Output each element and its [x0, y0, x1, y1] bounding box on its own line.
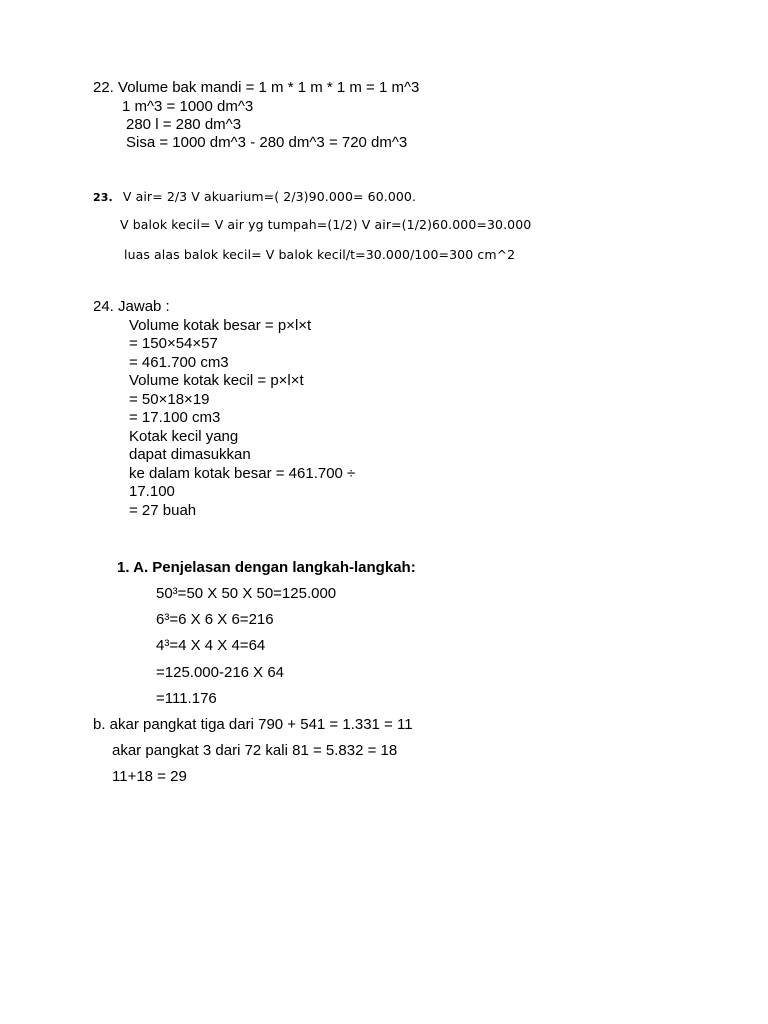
q23-line-1-text: V air= 2/3 V akuarium=( 2/3)90.000= 60.000. — [122, 189, 417, 204]
section1-b-line-1: b. akar pangkat tiga dari 790 + 541 = 1.331 = 11 — [93, 716, 413, 733]
q24-line-5: Volume kotak kecil = p×l×t — [129, 372, 304, 389]
section1-b-line-2: akar pangkat 3 dari 72 kali 81 = 5.832 = 18 — [112, 742, 398, 759]
section1-step-5: =111.176 — [156, 690, 217, 707]
q24-line-3: = 150×54×57 — [129, 335, 218, 352]
q24-line-9: dapat dimasukkan — [129, 446, 251, 463]
q22-line-1: 22. Volume bak mandi = 1 m * 1 m * 1 m = 1 m^3 — [93, 79, 420, 96]
q23-line-2: V balok kecil= V air yg tumpah=(1/2) V air=(1/2)60.000=30.000 — [120, 217, 532, 232]
q22-line-3: 280 l = 280 dm^3 — [126, 116, 242, 133]
q24-line-7: = 17.100 cm3 — [129, 409, 221, 426]
section1-b-line-3: 11+18 = 29 — [112, 768, 187, 785]
q24-line-6: = 50×18×19 — [129, 391, 210, 408]
section1-step-4: =125.000-216 X 64 — [156, 664, 285, 681]
q24-line-1: 24. Jawab : — [93, 298, 170, 315]
q24-line-2: Volume kotak besar = p×l×t — [129, 317, 312, 334]
q24-line-4: = 461.700 cm3 — [129, 354, 229, 371]
section1-step-3: 4³=4 X 4 X 4=64 — [156, 637, 266, 654]
q24-line-12: = 27 buah — [129, 502, 197, 519]
q22-line-2: 1 m^3 = 1000 dm^3 — [122, 98, 254, 115]
q22-line-4: Sisa = 1000 dm^3 - 280 dm^3 = 720 dm^3 — [126, 134, 408, 151]
section1-heading: 1. A. Penjelasan dengan langkah-langkah: — [117, 559, 416, 576]
q24-line-8: Kotak kecil yang — [129, 428, 239, 445]
q24-line-11: 17.100 — [129, 483, 175, 500]
q23-line-1 — [93, 191, 416, 204]
section1-step-1: 50³=50 X 50 X 50=125.000 — [156, 585, 337, 602]
q23-line-3: luas alas balok kecil= V balok kecil/t=30.000/100=300 cm^2 — [124, 247, 516, 262]
q24-line-10: ke dalam kotak besar = 461.700 ÷ — [129, 465, 356, 482]
section1-step-2: 6³=6 X 6 X 6=216 — [156, 611, 274, 628]
q23-number: 23. — [93, 191, 113, 204]
